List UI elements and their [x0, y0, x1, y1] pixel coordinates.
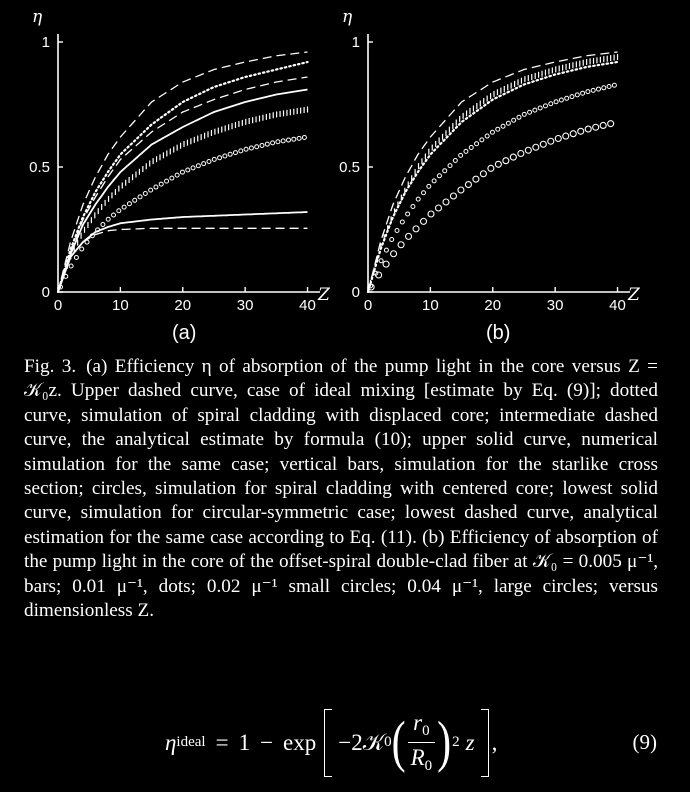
chart-b-series-point — [578, 128, 584, 134]
chart-b-series-point — [591, 88, 595, 92]
chart-a-series-point — [207, 160, 211, 164]
chart-a-series-point — [281, 139, 285, 143]
eq-power: 2 — [452, 734, 460, 750]
chart-a-series-point — [276, 140, 280, 144]
chart-a-series-5 — [58, 136, 306, 290]
chart-a-series-point — [101, 223, 105, 227]
chart-b-series-point — [559, 98, 563, 102]
chart-b-series-point — [459, 153, 463, 157]
eq-coef: −2𝒦 — [338, 729, 385, 755]
chart-b-series-point — [533, 144, 539, 150]
chart-a-series-point — [212, 157, 216, 161]
equation-number: (9) — [632, 730, 657, 754]
chart-b-series-point — [543, 104, 547, 108]
panel-a-label: (a) — [172, 322, 197, 344]
chart-b-series-point — [607, 85, 611, 89]
chart-a-series-point — [180, 170, 184, 174]
chart-a-series-point — [196, 164, 200, 168]
chart-a-series-point — [170, 176, 174, 180]
chart-a-series-point — [228, 152, 232, 156]
chart-a-y-label: η — [32, 7, 43, 27]
chart-b-series-point — [496, 127, 500, 131]
caption-text: (a) Efficiency η of absorption of the pump light in the core versus Z = 𝒦₀z. Upper dashed curve, case of ideal mixing [estimate by Eq. (9)]; dotted curve, simulation of spiral cladding with displaced core; intermediate dashed curve, the analytical estimate by formula (10); upper solid curve, numerical simulation for the same case; vertical bars, simulation for the starlike cross section; circles, simulation for spiral cladding with centered core; lowest solid curve, simulation for circular-symmetric case; lowest dashed curve, analytical estimation for the same case according to Eq. (11). (b) Efficiency of absorption of the pump light in the core of the offset-spiral double-clad fiber at 𝒦₀ = 0.005 μ⁻¹, bars; 0.01 μ⁻¹, dots; 0.02 μ⁻¹ small circles; 0.04 μ⁻¹, large circles; versus dimensionless Z. — [24, 356, 658, 622]
chart-b-series-point — [501, 124, 505, 128]
chart-a-series-point — [127, 202, 131, 206]
chart-a-series-point — [265, 142, 269, 146]
chart-a-series-point — [143, 192, 147, 196]
chart-b-x-tick-label: 30 — [546, 297, 564, 314]
chart-b-series-point — [411, 205, 415, 209]
chart-b-series-point — [565, 96, 569, 100]
chart-b-series-point — [608, 121, 614, 127]
chart-b-series-point — [596, 87, 600, 91]
chart-b-series-point — [490, 130, 494, 134]
chart-a-series-0 — [58, 52, 308, 292]
chart-b-series-point — [465, 182, 471, 188]
chart-a-series-point — [297, 136, 301, 140]
chart-b-series-point — [448, 164, 452, 168]
chart-b-series-point — [600, 122, 606, 128]
chart-b-series-point — [585, 126, 591, 132]
eq-lhs-sub: ideal — [176, 734, 206, 750]
chart-b-series-point — [612, 83, 616, 87]
chart-b-series-point — [512, 118, 516, 122]
chart-a-y-tick-label: 0 — [41, 284, 50, 301]
chart-b-series-point — [379, 259, 383, 263]
chart-b-series-point — [422, 191, 426, 195]
eq-z: z — [465, 729, 475, 755]
chart-b-series-point — [432, 179, 436, 183]
chart-panel-a — [0, 0, 330, 320]
chart-b-x-tick-label: 40 — [609, 297, 626, 314]
eq-coef-sub: 0 — [384, 734, 392, 750]
chart-b-series-point — [540, 141, 546, 147]
chart-a-series-point — [292, 137, 296, 141]
caption-label: Fig. 3. — [24, 356, 77, 377]
chart-a-series-point — [165, 179, 169, 183]
chart-a-series-point — [69, 264, 73, 268]
chart-b-y-tick-label: 0.5 — [339, 159, 360, 176]
chart-b-series-line — [368, 62, 618, 292]
chart-b-series-point — [510, 154, 516, 160]
eq-paren-right: ) — [437, 711, 452, 774]
chart-a-series-line — [58, 77, 308, 292]
chart-b-series-point — [435, 205, 441, 211]
chart-b-series-point — [586, 90, 590, 94]
chart-b-series-point — [528, 110, 532, 114]
chart-b-series-point — [428, 211, 434, 217]
chart-a-series-6 — [58, 212, 308, 292]
chart-a-series-point — [175, 173, 179, 177]
chart-b-series-point — [480, 138, 484, 142]
chart-a-x-label: Z — [318, 285, 330, 305]
chart-b-series-3 — [368, 83, 616, 288]
chart-b-series-point — [421, 218, 427, 224]
eq-bracket-left — [324, 709, 332, 777]
chart-b-x-label: Z — [628, 285, 640, 305]
chart-b-series-point — [475, 142, 479, 146]
chart-b-series-point — [406, 212, 410, 216]
chart-b-series-point — [488, 165, 494, 171]
chart-b-series-point — [450, 193, 456, 199]
eq-bracket-right — [481, 709, 489, 777]
chart-a-series-point — [202, 162, 206, 166]
panel-b-label: (b) — [486, 322, 511, 344]
chart-a-series-point — [244, 147, 248, 151]
eq-one: 1 — [238, 729, 251, 755]
chart-a-series-4 — [60, 107, 307, 289]
chart-a-series-line — [58, 212, 308, 292]
chart-b-series-point — [570, 95, 574, 99]
chart-b-x-tick-label: 10 — [422, 297, 439, 314]
chart-b-series-point — [443, 199, 449, 205]
chart-b-series-point — [464, 149, 468, 153]
chart-b-series-point — [458, 187, 464, 193]
chart-b-series-point — [391, 251, 397, 257]
chart-b-series-2 — [368, 62, 618, 292]
figure-caption — [24, 355, 658, 623]
chart-a-series-point — [122, 205, 126, 209]
chart-a-x-tick-label: 0 — [53, 297, 63, 314]
chart-a-series-point — [186, 168, 190, 172]
chart-a-x-tick-label: 30 — [236, 297, 254, 314]
chart-b-series-point — [495, 161, 501, 167]
chart-a-series-point — [74, 256, 78, 260]
chart-b-y-tick-label: 0 — [351, 284, 360, 301]
chart-a-series-point — [239, 149, 243, 153]
chart-a-series-point — [117, 209, 121, 213]
chart-b-series-point — [602, 86, 606, 90]
chart-b-series-point — [384, 248, 388, 252]
eq-lhs: η — [165, 729, 177, 755]
chart-a-series-point — [112, 213, 116, 217]
chart-b-series-point — [549, 102, 553, 106]
chart-a-series-point — [149, 188, 153, 192]
eq-denominator: $R_0$ — [408, 742, 436, 775]
eq-numerator: $r_0$ — [413, 710, 430, 739]
chart-b-series-point — [548, 138, 554, 144]
chart-a-series-point — [271, 141, 275, 145]
chart-b-x-tick-label: 0 — [363, 297, 373, 314]
chart-b-series-point — [413, 226, 419, 232]
chart-a-series-point — [106, 217, 110, 221]
chart-a-series-point — [302, 136, 306, 140]
chart-b-series-point — [555, 136, 561, 142]
chart-b-series-point — [398, 242, 404, 248]
chart-b-series-point — [522, 112, 526, 116]
chart-b-series-point — [473, 176, 479, 182]
chart-b-series-point — [437, 174, 441, 178]
chart-b-series-point — [395, 229, 399, 233]
eq-paren-left: ( — [391, 711, 406, 774]
chart-panel-b — [310, 0, 640, 320]
chart-a-series-point — [249, 146, 253, 150]
chart-a-series-point — [233, 151, 237, 155]
chart-b-series-point — [563, 133, 569, 139]
chart-b-series-point — [517, 115, 521, 119]
chart-b-x-tick-label: 20 — [484, 297, 502, 314]
chart-b-series-point — [518, 151, 524, 157]
chart-a-series-point — [154, 185, 158, 189]
chart-b-series-point — [593, 124, 599, 130]
chart-b-series-point — [427, 184, 431, 188]
chart-a-series-point — [260, 143, 264, 147]
chart-b-series-point — [581, 91, 585, 95]
chart-a-series-2 — [58, 77, 308, 292]
chart-a-x-tick-label: 10 — [112, 297, 129, 314]
chart-b-series-point — [575, 93, 579, 97]
chart-b-series-point — [570, 131, 576, 137]
chart-b-series-point — [383, 261, 389, 267]
chart-b-series-point — [485, 134, 489, 138]
eq-fraction — [408, 710, 436, 775]
chart-b-y-tick-label: 1 — [351, 34, 360, 51]
chart-a-series-point — [223, 154, 227, 158]
chart-b-series-point — [390, 238, 394, 242]
chart-a-series-point — [80, 247, 84, 251]
chart-a-series-point — [286, 138, 290, 142]
chart-b-series-point — [554, 100, 558, 104]
equation-9 — [0, 700, 690, 785]
chart-a-series-point — [159, 182, 163, 186]
chart-b-series-point — [503, 158, 509, 164]
eq-equals: = — [215, 729, 229, 755]
chart-b-series-line — [368, 52, 618, 292]
chart-a-series-7 — [58, 228, 308, 292]
chart-b-series-point — [416, 197, 420, 201]
chart-a-series-line — [58, 52, 308, 292]
chart-a-x-tick-label: 20 — [174, 297, 192, 314]
chart-b-series-4 — [368, 121, 614, 290]
chart-a-series-point — [218, 156, 222, 160]
chart-a-series-point — [191, 166, 195, 170]
chart-b-series-point — [480, 171, 486, 177]
chart-b-series-point — [443, 169, 447, 173]
chart-a-series-point — [138, 195, 142, 199]
chart-b-series-point — [469, 146, 473, 150]
chart-b-series-point — [453, 159, 457, 163]
eq-comma: , — [491, 729, 498, 755]
chart-b-y-label: η — [342, 7, 353, 27]
chart-b-series-point — [533, 108, 537, 112]
chart-b-series-point — [525, 147, 531, 153]
chart-b-series-0 — [368, 52, 618, 292]
chart-a-y-tick-label: 1 — [41, 34, 50, 51]
chart-b-series-point — [400, 220, 404, 224]
chart-a-y-tick-label: 0.5 — [29, 159, 50, 176]
chart-a-series-point — [133, 198, 137, 202]
chart-a-x-tick-label: 40 — [299, 297, 316, 314]
eq-minus: − — [260, 729, 274, 755]
chart-a-series-point — [255, 145, 259, 149]
chart-b-series-point — [506, 121, 510, 125]
chart-a-series-line — [58, 228, 308, 292]
equation-body — [165, 700, 497, 785]
eq-exp: exp — [283, 729, 317, 755]
chart-b-series-point — [538, 106, 542, 110]
chart-b-series-point — [406, 233, 412, 239]
